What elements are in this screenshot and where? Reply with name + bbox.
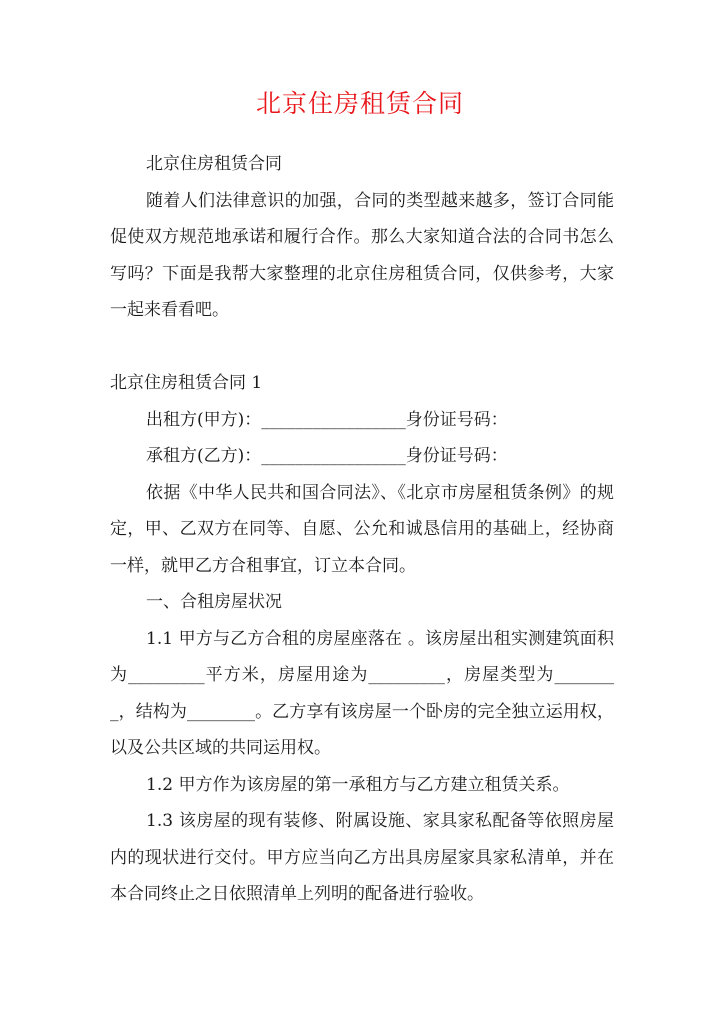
legal-basis-paragraph: 依据《中华人民共和国合同法》、《北京市房屋租赁条例》的规定，甲、乙双方在同等、自愿、公允和诚恳信用的基础上，经协商一样，就甲乙方合租事宜，订立本合同。 [110, 482, 614, 576]
document-body [110, 146, 614, 913]
clause-heading: 一、合租房屋状况 [146, 592, 282, 612]
clause-1-3: 1.3 该房屋的现有装修、附属设施、家具家私配备等依照房屋内的现状进行交付。甲方应当向乙方出具房屋家具家私清单，并在本合同终止之日依照清单上列明的配备进行验收。 [110, 811, 614, 904]
spacer [110, 329, 614, 366]
subtitle-paragraph: 北京住房租赁合同 [146, 154, 282, 174]
clause-1-1: 1.1 甲方与乙方合租的房屋座落在 。该房屋出租实测建筑面积为_________平方米，房屋用途为_________，房屋类型为________，结构为________。乙方享有该房屋一个卧房的完全独立运用权，以及公共区域的共同运用权。 [110, 628, 614, 758]
section-heading: 北京住房租赁合同 1 [110, 373, 263, 393]
lessee-line: 承租方(乙方)：_________________身份证号码： [146, 446, 508, 466]
clause-1-2: 1.2 甲方作为该房屋的第一承租方与乙方建立租赁关系。 [146, 774, 570, 795]
intro-paragraph: 随着人们法律意识的加强，合同的类型越来越多，签订合同能促使双方规范地承诺和履行合作。那么大家知道合法的合同书怎么写吗？下面是我帮大家整理的北京住房租赁合同，仅供参考，大家一起来看看吧。 [110, 190, 614, 320]
document-title: 北京住房租赁合同 [255, 89, 464, 118]
lessor-line: 出租方(甲方)：_________________身份证号码： [146, 409, 508, 430]
